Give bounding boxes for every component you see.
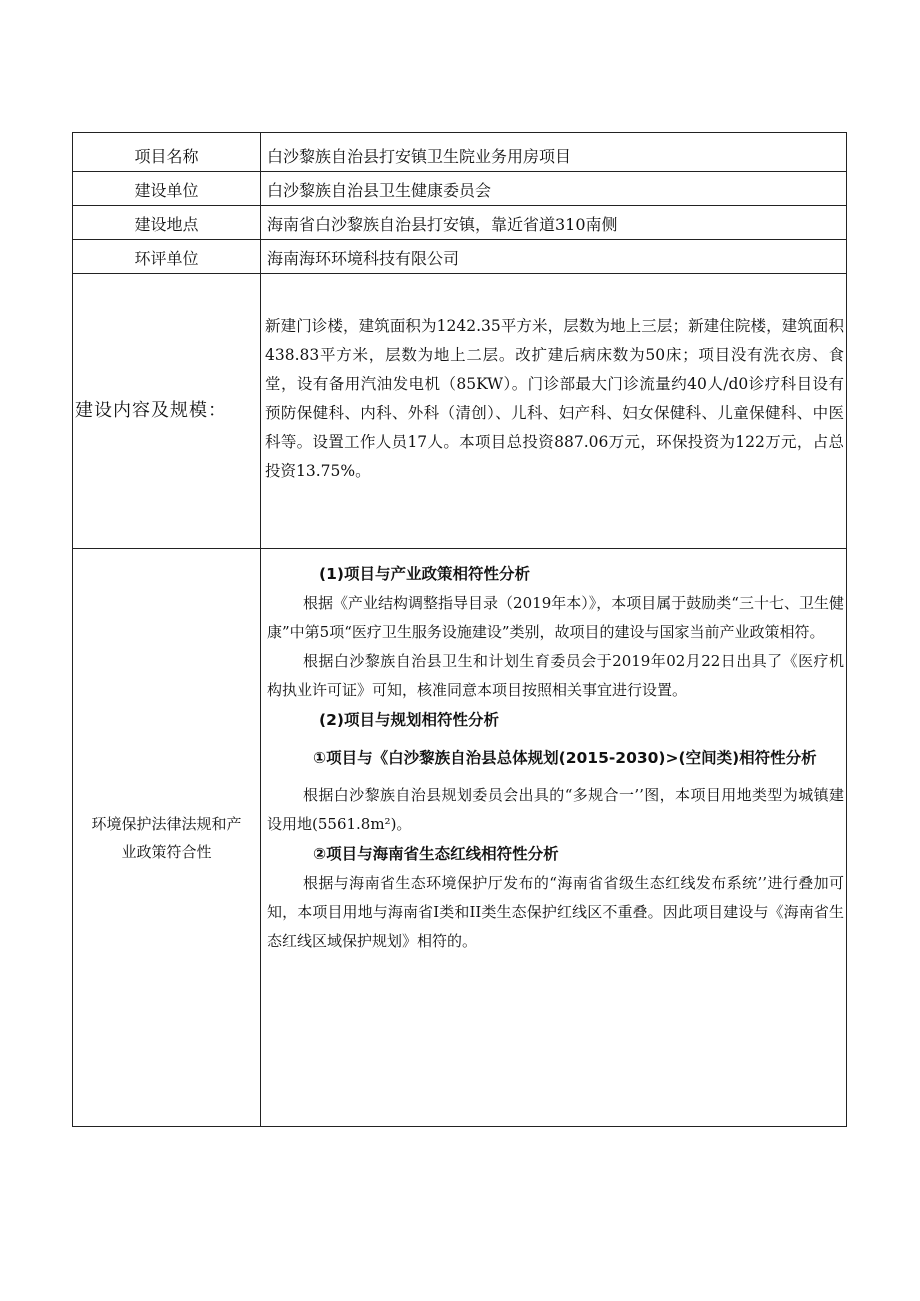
heading-planning: (2)项目与规划相符性分析 [319, 711, 499, 729]
builder-value: 白沙黎族自治县卫生健康委员会 [267, 181, 492, 200]
row-compliance [73, 548, 846, 1126]
paragraph-industry-catalog: 根据《产业结构调整指导目录（2019年本）》，本项目属于鼓励类“三十七、卫生健康”中第5项“医疗卫生服务设施建设”类别，故项目的建设与国家当前产业政策相符。 [267, 594, 844, 641]
scope-label: 建设内容及规模： [73, 274, 261, 548]
project-name-value: 白沙黎族自治县打安镇卫生院业务用房项目 [267, 147, 572, 166]
scope-text: 新建门诊楼，建筑面积为1242.35平方米，层数为地上三层；新建住院楼，建筑面积438.83平方米，层数为地上二层。改扩建后病床数为50床；项目没有洗衣房、食堂，设有备用汽油发电机（85KW）。门诊部最大门诊流量约40人/d0诊疗科目设有预防保健科、内科、外科（清创）、儿科、妇产科、妇女保健科、儿童保健科、中医科等。设置工作人员17人。本项目总投资887.06万元，环保投资为122万元，占总投资13.75%。 [265, 317, 844, 480]
eia-unit-value: 海南海环环境科技有限公司 [267, 249, 460, 268]
compliance-value [261, 549, 846, 1126]
compliance-label [73, 549, 261, 1126]
row-project-name [73, 133, 846, 171]
project-name-label: 项目名称 [73, 133, 261, 171]
scope-value [261, 274, 846, 548]
compliance-label-line1: 环境保护法律法规和产 [91, 814, 242, 833]
heading-county-plan: ①项目与《白沙黎族自治县总体规划(2015-2030)>(空间类)相符性分析 [313, 749, 817, 767]
project-info-table [72, 132, 847, 1127]
row-builder [73, 171, 846, 205]
paragraph-eco-redline: 根据与海南省生态环境保护厅发布的“海南省省级生态红线发布系统’’进行叠加可知，本项目用地与海南省I类和II类生态保护红线区不重叠。因此项目建设与《海南省生态红线区域保护规划》相符的。 [267, 874, 844, 950]
builder-label: 建设单位 [73, 172, 261, 205]
eia-unit-label: 环评单位 [73, 240, 261, 273]
location-label: 建设地点 [73, 206, 261, 239]
compliance-label-line2: 业政策符合性 [121, 842, 212, 861]
paragraph-land-use: 根据白沙黎族自治县规划委员会出具的“多规合一’’图，本项目用地类型为城镇建设用地(5561.8m²)。 [267, 786, 844, 833]
heading-industry-policy: (1)项目与产业政策相符性分析 [319, 565, 530, 583]
row-location [73, 205, 846, 239]
row-eia-unit [73, 239, 846, 273]
row-scope [73, 273, 846, 548]
heading-eco-redline: ②项目与海南省生态红线相符性分析 [313, 845, 559, 863]
paragraph-license: 根据白沙黎族自治县卫生和计划生育委员会于2019年02月22日出具了《医疗机构执业许可证》可知，核准同意本项目按照相关事宜进行设置。 [267, 652, 844, 699]
location-value: 海南省白沙黎族自治县打安镇，靠近省道310南侧 [267, 215, 618, 234]
